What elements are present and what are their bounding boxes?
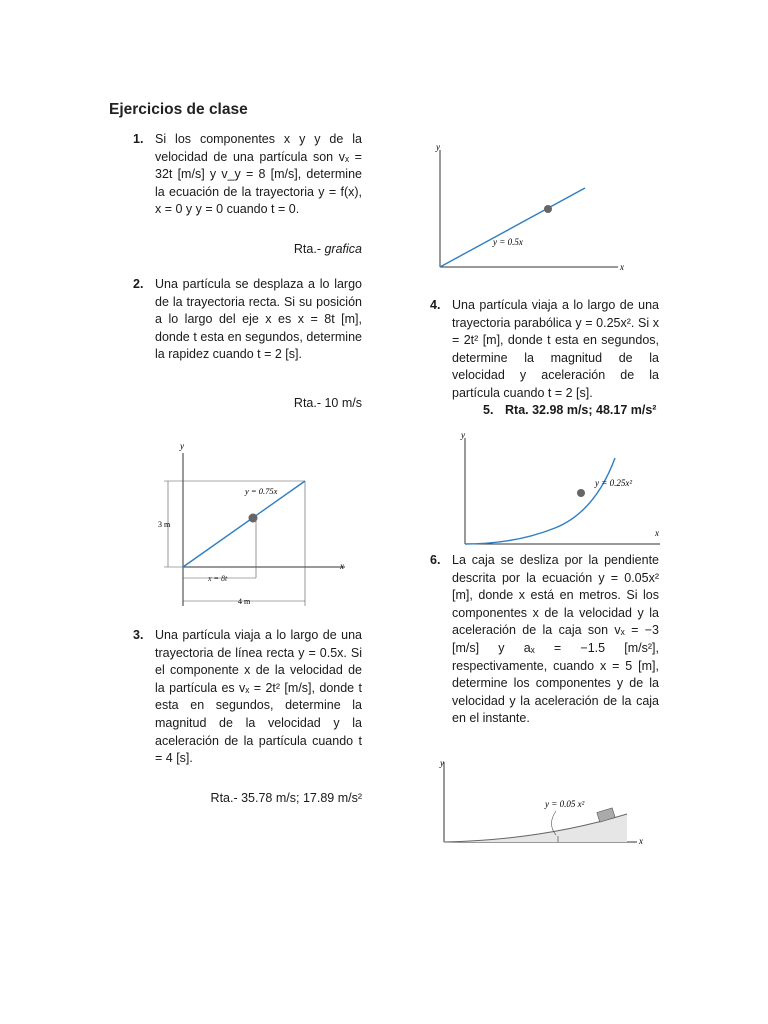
- answer-1: [294, 242, 362, 256]
- x-axis-label: x: [655, 528, 659, 538]
- x-axis-label: x: [340, 561, 344, 571]
- position-label: x = 8t: [208, 574, 228, 583]
- exercise-number: 6.: [430, 553, 441, 567]
- curve-label: y = 0.05 x²: [545, 799, 585, 809]
- exercise-text: Una partícula viaja a lo largo de una trayectoria de línea recta y = 0.5x. Si el componente x de la velocidad de la partícula es vₓ = 2t² [m/s], donde t esta en segundos, determine la magnitud de la velocidad y la aceleración de la partícula cuando t = 4 [s].: [155, 628, 362, 766]
- exercise-number: 4.: [430, 298, 441, 312]
- exercise-number: 3.: [133, 628, 144, 642]
- exercise-text: Una partícula se desplaza a lo largo de la trayectoria recta. Si su posición a lo largo del eje x es x = 8t [m], donde t esta en segundos, determine la rapidez cuando t = 2 [s].: [155, 277, 362, 362]
- answer-4: [483, 402, 657, 420]
- y-axis-label: y: [440, 758, 444, 768]
- y-axis-label: y: [461, 430, 465, 440]
- exercise-4: [430, 297, 659, 403]
- exercise-number: 1.: [133, 132, 144, 146]
- exercise-number: 2.: [133, 277, 144, 291]
- y-axis-label: y: [180, 441, 184, 451]
- width-label: 4 m: [238, 597, 251, 606]
- exercise-2: [133, 276, 362, 364]
- answer-2: Rta.- 10 m/s: [293, 396, 362, 410]
- y-axis-label: y: [436, 142, 440, 152]
- curve-label: y = 0.75x: [245, 486, 278, 496]
- curve-label: y = 0.5x: [493, 237, 523, 247]
- x-axis-label: x: [620, 262, 624, 272]
- height-label: 3 m: [158, 520, 171, 529]
- answer-text: grafica: [324, 242, 362, 256]
- curve-label: y = 0.25x²: [595, 478, 633, 488]
- answer-prefix: Rta.-: [293, 242, 321, 256]
- answer-3: Rta.- 35.78 m/s; 17.89 m/s²: [210, 791, 362, 805]
- exercise-1: [133, 131, 362, 219]
- exercise-text: La caja se desliza por la pendiente descrita por la ecuación y = 0.05x² [m], donde x está en metros. Si los componentes x de la velocidad y la aceleración de la caja son vₓ = −3 [m/s] y aₓ = −1.5 [m/s²], respectivamente, cuando x = 5 [m], determine los componentes y de la velocidad y la aceleración de la caja en el instante.: [452, 553, 659, 726]
- page-title: Ejercicios de clase: [109, 101, 248, 118]
- figure-1-line-path: [428, 140, 638, 275]
- x-axis-label: x: [639, 836, 643, 846]
- answer-number: 5.: [483, 403, 494, 417]
- figure-4-box-on-slope: [432, 756, 652, 851]
- exercise-text: Si los componentes x y y de la velocidad de una partícula son vₓ = 32t [m/s] y v_y = 8 [m/s], determine la ecuación de la trayectoria y = f(x), x = 0 y y = 0 cuando t = 0.: [155, 132, 362, 217]
- exercise-text: Una partícula viaja a lo largo de una trayectoria parabólica y = 0.25x². Si x = 2t² [m], donde t esta en segundos, determine la magnitud de la velocidad y aceleración de la partícula cuando t = 2 [s].: [452, 298, 659, 400]
- answer-text: Rta. 32.98 m/s; 48.17 m/s²: [505, 403, 657, 417]
- figure-2-line-path: [150, 438, 350, 613]
- exercise-3: [133, 627, 362, 768]
- exercise-6: [430, 552, 659, 728]
- figure-3-parabolic-path: [455, 428, 665, 550]
